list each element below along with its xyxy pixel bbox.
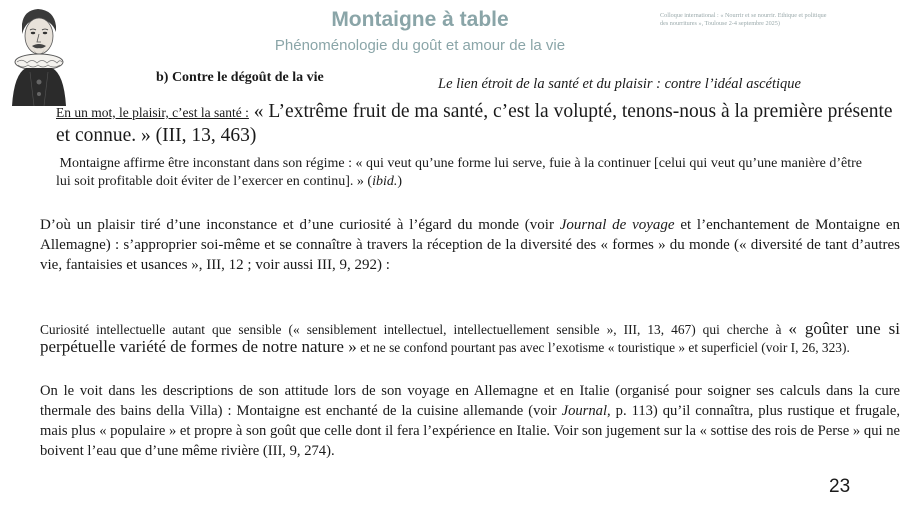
inconstancy-text: Montaigne affirme être inconstant dans son régime : « qui veut qu’une forme lui serve, fuie à la continuer [celui qui veut qu’une manière d’être lui soit profitable doit éviter de l’exercer en continu]. » ( xyxy=(56,156,863,189)
paragraph-text: , p. 113) qu’il connaîtra, plus rustique et frugale, mais plus « populaire » et propre à son goût que celle dont il fera l’expérience en Italie. Voir son jugement sur la « sottise des rois de Perse » qui ne boivent l’eau que d’une même rivière (III, 9, 274). xyxy=(40,403,900,459)
paragraph-text: et ne se confond pourtant pas avec l’exotisme « touristique » et superficiel (voir I, 26, 323). xyxy=(356,340,850,355)
conference-note-line: des nourritures », Toulouse 2-4 septembre 2025) xyxy=(660,20,780,27)
curiosity-paragraph xyxy=(40,215,900,275)
health-pleasure-quote xyxy=(56,100,896,147)
paragraph-text: On le voit dans les descriptions de son attitude lors de son voyage en Allemagne et en Italie (organisé pour soigner ses calculs dans la cure thermale des bains della Villa) : Montaigne est enchanté de la cuisine allemande (voir xyxy=(40,383,900,419)
conference-note xyxy=(660,12,850,28)
slide-title: Montaigne à table xyxy=(331,8,509,31)
paragraph-text: D’où un plaisir tiré d’une inconstance et d’une curiosité à l’égard du monde (voir xyxy=(40,217,560,233)
inconstancy-ref: ibid. xyxy=(372,174,398,189)
slide-subtitle: Phénoménologie du goût et amour de la vie xyxy=(274,37,566,54)
section-heading: b) Contre le dégoût de la vie xyxy=(156,70,324,85)
quote-lead: En un mot, le plaisir, c’est la santé : xyxy=(56,105,249,120)
inconstancy-paragraph xyxy=(56,155,876,191)
sensible-curiosity-paragraph xyxy=(40,320,900,356)
paragraph-text: Curiosité intellectuelle autant que sensible (« sensiblement intellectuel, intellectuellement sensible », III, 13, 467) qui cherche à xyxy=(40,322,789,337)
quote-text: « L’extrême fruit de ma santé, c’est la volupté, tenons-nous à la première présente et connue. » (III, 13, 463) xyxy=(56,101,893,146)
journal-title: Journal xyxy=(561,403,608,419)
paragraph-text: et l’enchantement de Montaigne en Allemagne) : s’approprier soi-même et se connaître à travers la réception de la diversité des « formes » du monde (« diversité de tant d’autres vie, fantaisies et usances », III, 12 ; voir aussi III, 9, 292) : xyxy=(40,217,900,273)
section-thesis: Le lien étroit de la santé et du plaisir : contre l’idéal ascétique xyxy=(438,76,801,92)
voyage-paragraph xyxy=(40,381,900,461)
conference-note-line: Colloque international : « Nourrir et se nourrir. Ethique et politique xyxy=(660,12,827,19)
variety-quote: « goûter une si perpétuelle variété de formes de notre nature » xyxy=(40,319,900,356)
inconstancy-end: ) xyxy=(397,174,403,189)
montaigne-portrait xyxy=(2,2,74,106)
page-number: 23 xyxy=(829,476,851,497)
journal-title: Journal de voyage xyxy=(559,217,675,233)
